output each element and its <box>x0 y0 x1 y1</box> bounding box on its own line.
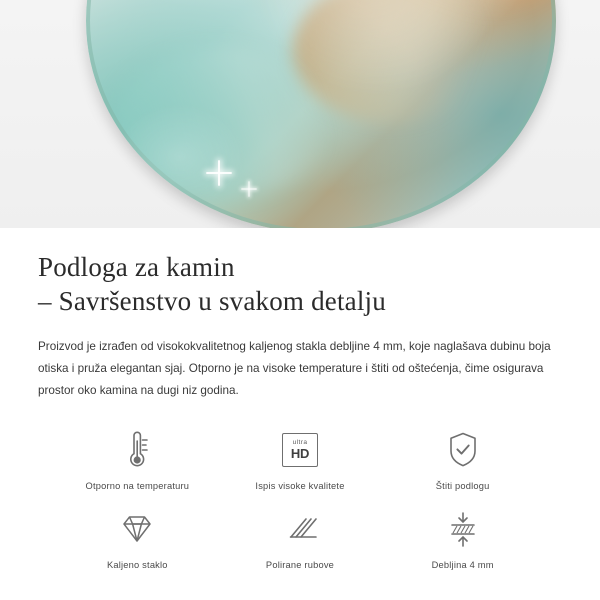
diamond-icon <box>116 507 158 551</box>
thickness-icon <box>442 507 484 551</box>
feature-item-print-quality <box>219 428 382 491</box>
marble-swirl-teal <box>114 46 330 199</box>
feature-label: Polirane rubove <box>265 560 335 570</box>
feature-item-polished-edges <box>219 507 382 570</box>
feature-label: Ispis visoke kvalitete <box>255 481 345 491</box>
ultra-hd-icon <box>282 428 318 472</box>
feature-label: Kaljeno staklo <box>106 560 168 570</box>
shield-check-icon <box>443 428 483 472</box>
page-title-line-1: Podloga za kamin <box>38 252 235 282</box>
feature-item-surface-protection <box>381 428 544 491</box>
content-area <box>0 228 600 570</box>
thermometer-icon <box>117 428 157 472</box>
feature-item-thickness <box>381 507 544 570</box>
page-title-line-2: – Savršenstvo u svakom detalju <box>38 286 386 316</box>
feature-item-temperature <box>56 428 219 491</box>
polished-edges-icon <box>279 507 321 551</box>
feature-label: Štiti podlogu <box>435 481 490 491</box>
feature-item-tempered-glass <box>56 507 219 570</box>
ultra-hd-badge-top: ultra <box>292 438 308 446</box>
feature-label: Debljina 4 mm <box>431 560 494 570</box>
feature-label: Otporno na temperaturu <box>85 481 190 491</box>
hero-image <box>0 0 600 228</box>
product-description-text: Proizvod je izrađen od visokokvalitetnog kaljenog stakla debljine 4 mm, koje naglašava dubinu boja otiska i pruža elegantan sjaj. Otporno je na visoke temperature i štiti od oštećenja, čime osigurava prostor oko kamina na dugi niz godina. <box>38 340 551 397</box>
ultra-hd-badge-bottom: HD <box>290 446 310 462</box>
page-title <box>38 228 562 318</box>
feature-grid <box>38 428 562 570</box>
